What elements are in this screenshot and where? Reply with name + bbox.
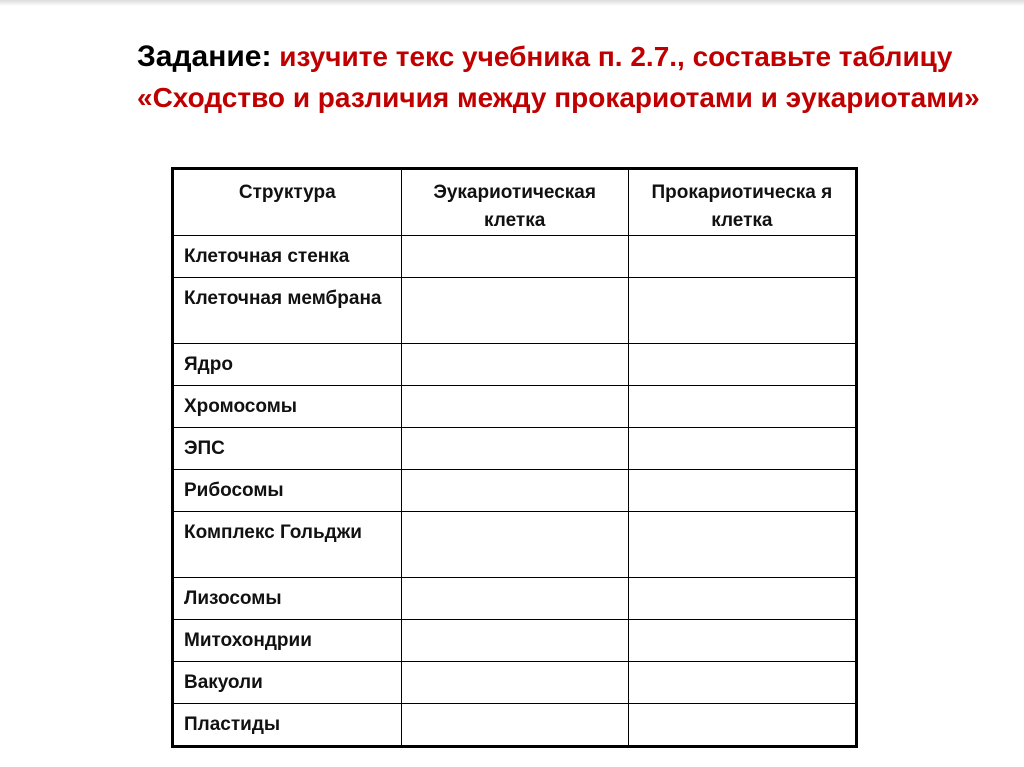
- eukaryotic-empty-cell[interactable]: [401, 578, 628, 620]
- eukaryotic-empty-cell[interactable]: [401, 428, 628, 470]
- row-structure-cell: Пластиды: [173, 704, 402, 747]
- task-label: Задание:: [137, 40, 272, 73]
- table-row: [173, 512, 857, 578]
- prokaryotic-empty-cell[interactable]: [628, 236, 856, 278]
- row-structure-cell: Клеточная стенка: [173, 236, 402, 278]
- row-structure-cell: Рибосомы: [173, 470, 402, 512]
- row-structure-cell: Лизосомы: [173, 578, 402, 620]
- eukaryotic-empty-cell[interactable]: [401, 236, 628, 278]
- prokaryotic-empty-cell[interactable]: [628, 704, 856, 747]
- row-structure-cell: Комплекс Гольджи: [173, 512, 402, 578]
- comparison-table: [171, 167, 858, 748]
- row-structure-cell: Митохондрии: [173, 620, 402, 662]
- prokaryotic-empty-cell[interactable]: [628, 278, 856, 344]
- prokaryotic-empty-cell[interactable]: [628, 386, 856, 428]
- eukaryotic-empty-cell[interactable]: [401, 344, 628, 386]
- table-row: [173, 620, 857, 662]
- prokaryotic-empty-cell[interactable]: [628, 344, 856, 386]
- header-prokaryotic-cell: Прокариотическа я клетка: [628, 169, 856, 236]
- table-row: [173, 344, 857, 386]
- table-row: [173, 428, 857, 470]
- page-top-edge: [0, 0, 1024, 6]
- table-row: [173, 386, 857, 428]
- eukaryotic-empty-cell[interactable]: [401, 512, 628, 578]
- eukaryotic-empty-cell[interactable]: [401, 278, 628, 344]
- row-structure-cell: Клеточная мембрана: [173, 278, 402, 344]
- task-heading: [137, 36, 997, 118]
- table-row: [173, 578, 857, 620]
- prokaryotic-empty-cell[interactable]: [628, 578, 856, 620]
- prokaryotic-empty-cell[interactable]: [628, 470, 856, 512]
- table-row: [173, 236, 857, 278]
- table-row: [173, 662, 857, 704]
- prokaryotic-empty-cell[interactable]: [628, 428, 856, 470]
- row-structure-cell: Хромосомы: [173, 386, 402, 428]
- prokaryotic-empty-cell[interactable]: [628, 512, 856, 578]
- eukaryotic-empty-cell[interactable]: [401, 470, 628, 512]
- table-row: [173, 704, 857, 747]
- table-header-row: [173, 169, 857, 236]
- header-structure: Структура: [173, 169, 402, 236]
- row-structure-cell: ЭПС: [173, 428, 402, 470]
- row-structure-cell: Ядро: [173, 344, 402, 386]
- eukaryotic-empty-cell[interactable]: [401, 386, 628, 428]
- table-row: [173, 470, 857, 512]
- eukaryotic-empty-cell[interactable]: [401, 620, 628, 662]
- task-text: изучите текс учебника п. 2.7., составьте таблицу «Сходство и различия между прокариотами и эукариотами»: [137, 41, 980, 113]
- table-row: [173, 278, 857, 344]
- prokaryotic-empty-cell[interactable]: [628, 662, 856, 704]
- row-structure-cell: Вакуоли: [173, 662, 402, 704]
- eukaryotic-empty-cell[interactable]: [401, 662, 628, 704]
- prokaryotic-empty-cell[interactable]: [628, 620, 856, 662]
- eukaryotic-empty-cell[interactable]: [401, 704, 628, 747]
- header-eukaryotic-cell: Эукариотическая клетка: [401, 169, 628, 236]
